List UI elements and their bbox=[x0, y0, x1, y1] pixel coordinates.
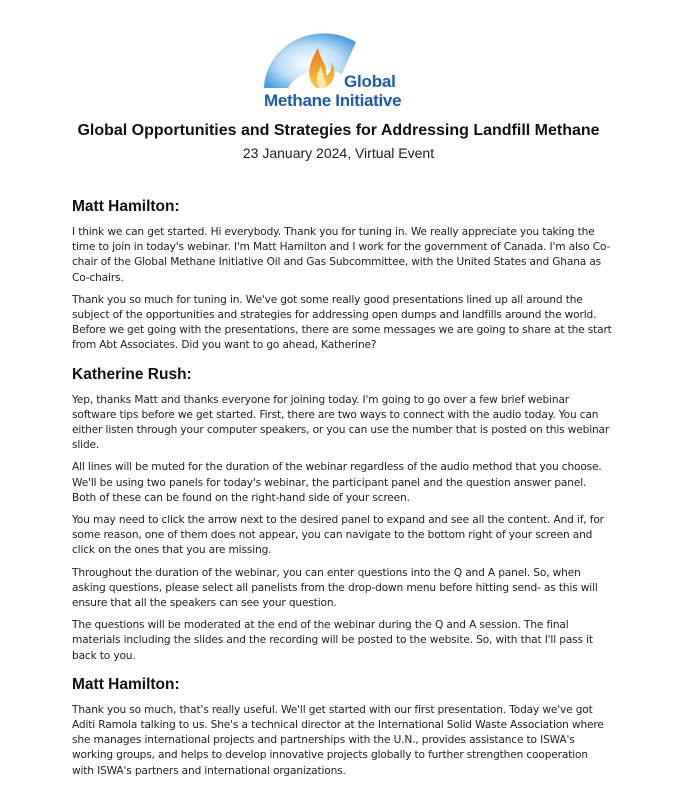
transcript-section bbox=[72, 366, 612, 664]
transcript-paragraph: Throughout the duration of the webinar, you can enter questions into the Q and A panel. So, when asking questions, please select all panelists from the drop-down menu before hitting send- as this will ensure that all the speakers can see your question. bbox=[72, 566, 598, 610]
transcript-section bbox=[72, 198, 612, 354]
transcript-paragraph: Thank you so much, that's really useful. We'll get started with our first presentation. Today we've got Aditi Ramola talking to us. She's a technical director at the International Solid Waste Association where she manages international projects and partnerships with the U.N., provides assistance to ISWA's working groups, and helps to develop innovative projects globally to further strengthen cooperation with ISWA's partners and international organizations. bbox=[72, 703, 604, 777]
transcript-paragraph: The questions will be moderated at the end of the webinar during the Q and A session. The final materials including the slides and the recording will be posted to the website. So, with that I'll pass it back to you. bbox=[72, 619, 593, 662]
logo-text-line2: Methane Initiative bbox=[264, 91, 402, 110]
transcript-paragraph: I think we can get started. Hi everybody. Thank you for tuning in. We really appreciate you taking the time to join in today's webinar. I'm Matt Hamilton and I work for the government of Canada. I'm also Co-chair of the Global Methane Initiative Oil and Gas Subcommittee, with the United States and Ghana as Co-chairs. bbox=[72, 226, 611, 284]
speaker-name: Matt Hamilton: bbox=[72, 675, 180, 693]
speaker-name: Katherine Rush: bbox=[72, 365, 192, 383]
transcript-paragraph: Yep, thanks Matt and thanks everyone for joining today. I'm going to go over a few brief webinar software tips before we get started. First, there are two ways to connect with the audio today. You can either listen through your computer speakers, or you can use the number that is posted on this webinar slide. bbox=[72, 393, 610, 452]
transcript-paragraph: Thank you so much for tuning in. We've got some really good presentations lined up all around the subject of the opportunities and strategies for addressing open dumps and landfills around the world. Before we get going with the presentations, there are some messages we are going to share at the start from Abt Associates. Did you want to go ahead, Katherine? bbox=[72, 293, 612, 352]
transcript-paragraph: All lines will be muted for the duration of the webinar regardless of the audio method that you choose. We'll be using two panels for today's webinar, the participant panel and the question answer panel. Both of these can be found on the right-hand side of your screen. bbox=[72, 461, 602, 504]
document-title: Global Opportunities and Strategies for Addressing Landfill Methane bbox=[77, 122, 600, 139]
gmi-logo bbox=[258, 28, 418, 108]
transcript-paragraph: You may need to click the arrow next to the desired panel to expand and see all the content. And if, for some reason, one of them does not appear, you can navigate to the bottom right of your screen and click on the ones that you are missing. bbox=[72, 514, 604, 557]
transcript-body bbox=[72, 198, 612, 791]
logo-text-line1: Global bbox=[344, 72, 396, 91]
speaker-name: Matt Hamilton: bbox=[72, 198, 180, 215]
transcript-section bbox=[72, 676, 612, 779]
document-subtitle: 23 January 2024, Virtual Event bbox=[242, 145, 435, 161]
